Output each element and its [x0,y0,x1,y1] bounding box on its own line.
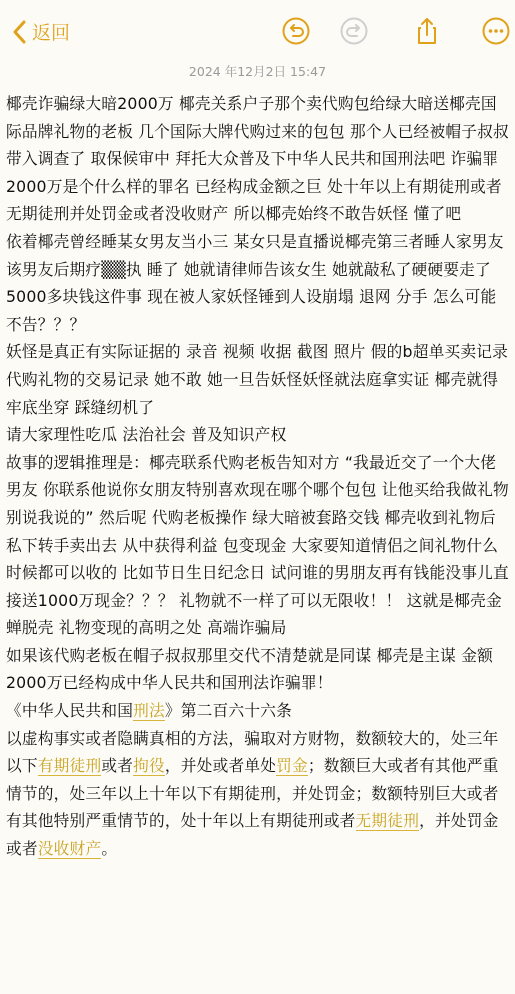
law-title-prefix: 《中华人民共和国 [6,701,134,721]
law-text-segment: 以虚构事实或者隐瞒真相的方法，骗取对方财物，数额较大的，处三年以下 [6,728,499,776]
top-toolbar [0,0,515,64]
back-button[interactable] [12,18,70,45]
note-paragraph: 妖怪是真正有实际证据的 录音 视频 收据 截图 照片 假的b超单买卖记录 代购礼物的交易记录 她不敢 她一旦告妖怪妖怪就法庭拿实证 椰壳就得牢底坐穿 踩缝纫机了 [6,342,509,417]
undo-icon[interactable] [281,16,311,46]
law-text-segment: ，并处罚金或者 [6,811,499,859]
detention-link[interactable]: 拘役 [133,756,165,776]
note-paragraph: 椰壳诈骗绿大暗2000万 椰壳关系户子那个卖代购包给绿大暗送椰壳国际品牌礼物的老板 几个国际大牌代购过来的包包 那个人已经被帽子叔叔带入调查了 取保候审中 拜托大众普及下中华人民共和国刑法吧 诈骗罪2000万是个什么样的罪名 已经构成金额之巨 处十年以上有期徒刑或者无期徒刑并处罚金或者没收财产 所以椰壳始终不敢告妖怪 懂了吧 [6,94,509,224]
fine-link[interactable]: 罚金 [276,756,308,776]
fixed-term-imprisonment-link[interactable]: 有期徒刑 [37,756,102,776]
note-timestamp: 2024 年12月2日 15:47 [188,64,327,79]
chevron-left-icon [12,19,28,45]
note-paragraph: 故事的逻辑推理是：椰壳联系代购老板告知对方 “我最近交了一个大佬男友 你联系他说你女朋友特别喜欢现在哪个哪个包包 让他买给我做礼物 别说我说的” 然后呢 代购老板操作 绿大暗被套路交钱 椰壳收到礼物后私下转手卖出去 从中获得利益 包变现金 大家要知道情侣之间礼物什么时候都可以收的 比如节日生日纪念日 试问谁的男朋友再有钱能没事儿直接送1000万现金？？？ 礼物就不一样了可以无限收！！ 这就是椰壳金蝉脱壳 礼物变现的高明之处 高端诈骗局 [6,452,509,638]
criminal-law-link[interactable]: 刑法 [133,701,165,721]
law-text [6,725,509,863]
law-text-segment: ；数额巨大或者有其他严重情节的，处三年以上十年以下有期徒刑，并处罚金；数额特别巨大或者有其他特别严重情节的，处十年以上有期徒刑或者 [6,756,499,831]
note-body[interactable] [6,90,509,863]
law-text-segment: 。 [101,839,118,859]
share-icon[interactable] [412,16,442,46]
law-text-segment: 或者 [101,756,134,776]
redo-icon[interactable] [339,16,369,46]
life-imprisonment-link[interactable]: 无期徒刑 [355,811,420,831]
law-title [6,697,509,725]
confiscation-of-property-link[interactable]: 没收财产 [37,839,102,859]
back-label: 返回 [32,22,71,44]
note-paragraph: 如果该代购老板在帽子叔叔那里交代不清楚就是同谋 椰壳是主谋 金额2000万已经构成中华人民共和国刑法诈骗罪！ [6,645,493,693]
law-title-suffix: 》第二百六十六条 [164,701,292,721]
law-text-segment: ，并处或者单处 [164,756,277,776]
note-paragraph: 依着椰壳曾经睡某女男友当小三 某女只是直播说椰壳第三者睡人家男友 该男友后期疗▒▒执 睡了 她就请律师告该女生 她就敲私了硬硬要走了5000多块钱这件事 现在被人家妖怪锤到人设崩塌 退网 分手 怎么可能不告？？？ [6,231,504,334]
note-paragraph: 请大家理性吃瓜 法治社会 普及知识产权 [6,425,287,445]
more-icon[interactable] [481,16,511,46]
